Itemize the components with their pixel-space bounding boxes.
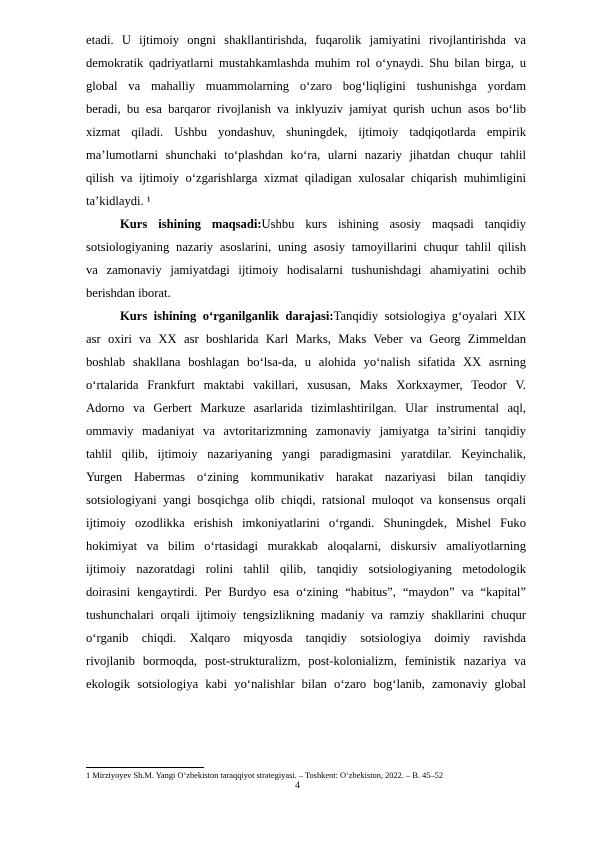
footnote-divider (86, 767, 204, 768)
paragraph-line: ta’kidlaydi. ¹ (86, 194, 151, 208)
purpose-first-line (120, 215, 526, 233)
paragraph-line: boshlab shakllana boshlagan bo‘lsa-da, u alohida yo‘nalish sifatida XX asrning (86, 355, 526, 369)
paragraph-line: Yurgen Habermas o‘zining kommunikativ harakat nazariyasi bilan tanqidiy (86, 470, 526, 484)
paragraph-line: Adorno va Gerbert Markuze asarlarida tizimlashtirilgan. Ular instrumental aql, (86, 401, 526, 415)
paragraph-line: xizmat qiladi. Ushbu yondashuv, shuningdek, ijtimoiy tadqiqotlarda empirik (86, 125, 526, 139)
paragraph-line: ommaviy madaniyat va avtoritarizmning zamonaviy jamiyatga ta’sirini tanqidiy (86, 424, 526, 438)
paragraph-line: asr oxiri va XX asr boshlarida Karl Marks, Maks Veber va Georg Zimmeldan (86, 332, 526, 346)
paragraph-line: doirasini kengaytirdi. Per Burdyo esa o‘zining “habitus”, “maydon” va “kapital” (86, 585, 526, 599)
paragraph-line: etadi. U ijtimoiy ongni shakllantirishda, fuqarolik jamiyatini rivojlantirishda va (86, 33, 526, 47)
footnote: 1 Mirziyoyev Sh.M. Yangi O‘zbekiston taraqqiyot strategiyasi. – Toshkent: O‘zbekiston, 2022. – B. 45–52 (86, 771, 444, 780)
paragraph-line: ekologik sotsiologiya kabi yo‘nalishlar bilan o‘zaro bog‘lanib, zamonaviy global (86, 677, 526, 691)
page-number: 4 (295, 781, 300, 791)
paragraph-line: o‘rganib chiqdi. Xalqaro miqyosda tanqidiy sotsiologiya doimiy ravishda (86, 631, 526, 645)
paragraph-line: va zamonaviy jamiyatdagi ijtimoiy hodisalarni tushunishdagi ahamiyatini ochib (86, 263, 526, 277)
paragraph-line: hokimiyat va bilim o‘rtasidagi murakkab aloqalarni, diskursiv amaliyotlarning (86, 539, 526, 553)
paragraph-line: tahlil qilib, ijtimoiy nazariyaning yangi paradigmasini yaratdilar. Keyinchalik, (86, 447, 526, 461)
paragraph-line: sotsiologiyani yangi bosqichga olib chiqdi, ratsional muloqot va konsensus orqali (86, 493, 526, 507)
paragraph-line: o‘rtalarida Frankfurt maktabi vakillari, xususan, Maks Xorkxaymer, Teodor V. (86, 378, 526, 392)
study-first-line (120, 307, 526, 325)
paragraph-line: qilish va ijtimoiy o‘zgarishlarga xizmat qiladigan xulosalar chiqarish muhimligini (86, 171, 526, 185)
paragraph-line: beradi, bu esa barqaror rivojlanish va inklyuziv jamiyat qurish uchun asos bo‘lib (86, 102, 526, 116)
purpose-text: Ushbu kurs ishining asosiy maqsadi tanqidiy (261, 217, 527, 231)
study-heading: Kurs ishining o‘rganilganlik darajasi: (120, 309, 334, 323)
paragraph-line: sotsiologiyaning nazariy asoslarini, uning asosiy tamoyillarini chuqur tahlil qilish (86, 240, 526, 254)
paragraph-line: global va mahalliy muammolarning o‘zaro bog‘liqligini tushunishga yordam (86, 79, 526, 93)
paragraph-line: berishdan iborat. (86, 286, 171, 300)
paragraph-line: ijtimoiy nazoratdagi rolini tahlil qilib, tanqidiy sotsiologiyaning metodologik (86, 562, 526, 576)
paragraph-line: ijtimoiy ozodlikka erishish imkoniyatlarini o‘rgandi. Shuningdek, Mishel Fuko (86, 516, 526, 530)
paragraph-line: demokratik qadriyatlarni mustahkamlashda muhim rol o‘ynaydi. Shu bilan birga, u (86, 56, 526, 70)
paragraph-line: rivojlanib bormoqda, post-strukturalizm, post-kolonializm, feministik nazariya va (86, 654, 526, 668)
paragraph-line: ma’lumotlarni shunchaki to‘plashdan ko‘ra, ularni nazariy jihatdan chuqur tahlil (86, 148, 526, 162)
paragraph-line: tushunchalari orqali ijtimoiy tengsizlikning madaniy va ramziy shakllarini chuqur (86, 608, 526, 622)
study-text: Tanqidiy sotsiologiya g‘oyalari XIX (333, 309, 526, 323)
purpose-heading: Kurs ishining maqsadi: (120, 217, 262, 231)
